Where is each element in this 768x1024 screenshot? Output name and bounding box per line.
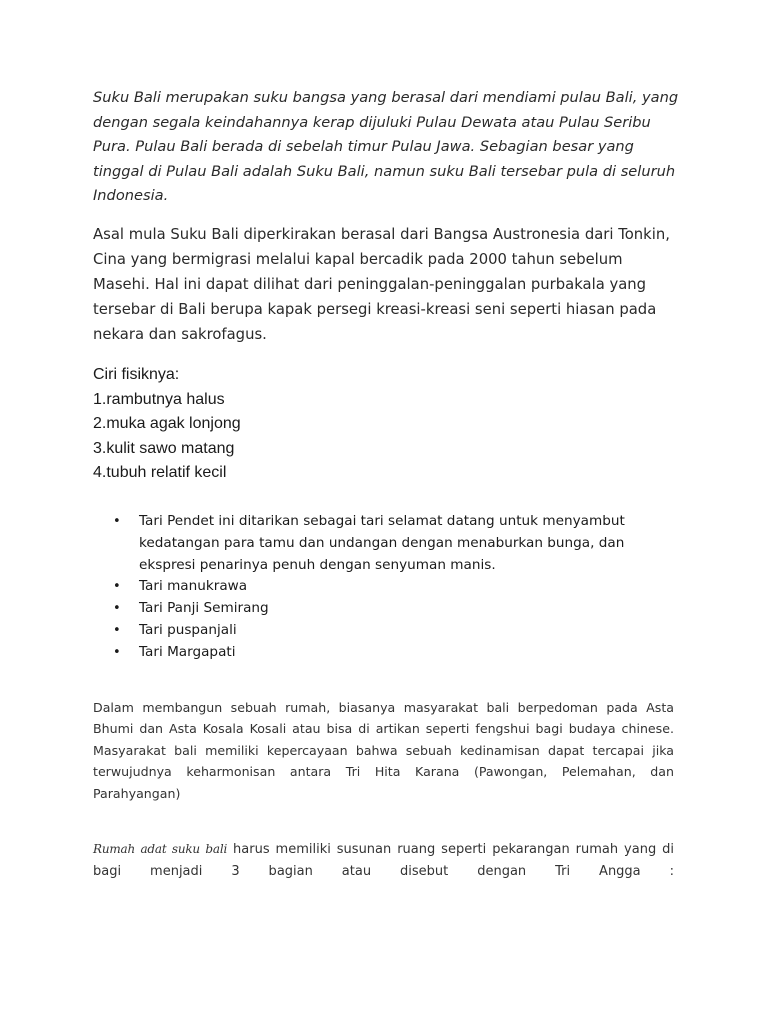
bullet-icon: • <box>113 514 121 529</box>
physical-traits-section <box>93 363 493 486</box>
physical-trait-item: 1.rambutnya halus <box>93 390 225 408</box>
intro-paragraph: Suku Bali merupakan suku bangsa yang berasal dari mendiami pulau Bali, yang dengan segala keindahannya kerap dijuluki Pulau Dewata atau Pulau Seribu Pura. Pulau Bali berada di sebelah timur Pulau Jawa. Sebagian besar yang tinggal di Pulau Bali adalah Suku Bali, namun suku Bali tersebar pula di seluruh Indonesia. <box>93 89 679 205</box>
dance-item-text: Tari Panji Semirang <box>139 600 269 617</box>
bullet-icon: • <box>113 579 121 595</box>
list-item <box>112 642 672 664</box>
bullet-icon: • <box>113 622 121 638</box>
bullet-icon: • <box>113 601 121 617</box>
rumah-adat-paragraph <box>93 839 674 882</box>
rumah-adat-italic-text: Rumah adat suku bali <box>93 842 228 856</box>
dance-item-text: Tari puspanjali <box>139 621 237 638</box>
dance-item-text: Tari Pendet ini ditarikan sebagai tari selamat datang untuk menyambut kedatangan para tamu dan undangan dengan menaburkan bunga, dan ekspresi penarinya penuh dengan senyuman manis. <box>139 513 625 573</box>
list-item <box>112 620 672 642</box>
physical-trait-item: 2.muka agak lonjong <box>93 415 241 432</box>
list-item <box>112 576 672 598</box>
dance-list <box>112 511 672 664</box>
list-item <box>112 511 672 576</box>
physical-trait-item: 4.tubuh relatif kecil <box>93 464 227 481</box>
physical-traits-title: Ciri fisiknya: <box>93 366 180 383</box>
dance-item-text: Tari manukrawa <box>139 578 248 595</box>
origin-paragraph: Asal mula Suku Bali diperkirakan berasal dari Bangsa Austronesia dari Tonkin, Cina yang bermigrasi melalui kapal bercadik pada 2000 tahun sebelum Masehi. Hal ini dapat dilihat dari peninggalan-peninggalan purbakala yang tersebar di Bali berupa kapak persegi kreasi-kreasi seni seperti hiasan pada nekara dan sakrofagus. <box>93 226 670 343</box>
physical-trait-item: 3.kulit sawo matang <box>93 439 235 457</box>
house-building-paragraph: Dalam membangun sebuah rumah, biasanya masyarakat bali berpedoman pada Asta Bhumi dan Asta Kosala Kosali atau bisa di artikan seperti fengshui bagi budaya chinese. Masyarakat bali memiliki kepercayaan bahwa sebuah kedinamisan dapat tercapai jika terwujudnya keharmonisan antara Tri Hita Karana (Pawongan, Pelemahan, dan Parahyangan) <box>93 700 674 801</box>
list-item <box>112 598 672 620</box>
bullet-icon: • <box>113 644 121 660</box>
dance-item-text: Tari Margapati <box>139 643 236 660</box>
rumah-adat-text: harus memiliki susunan ruang seperti pekarangan rumah yang di bagi menjadi 3 bagian atau disebut dengan Tri Angga : <box>93 842 674 879</box>
